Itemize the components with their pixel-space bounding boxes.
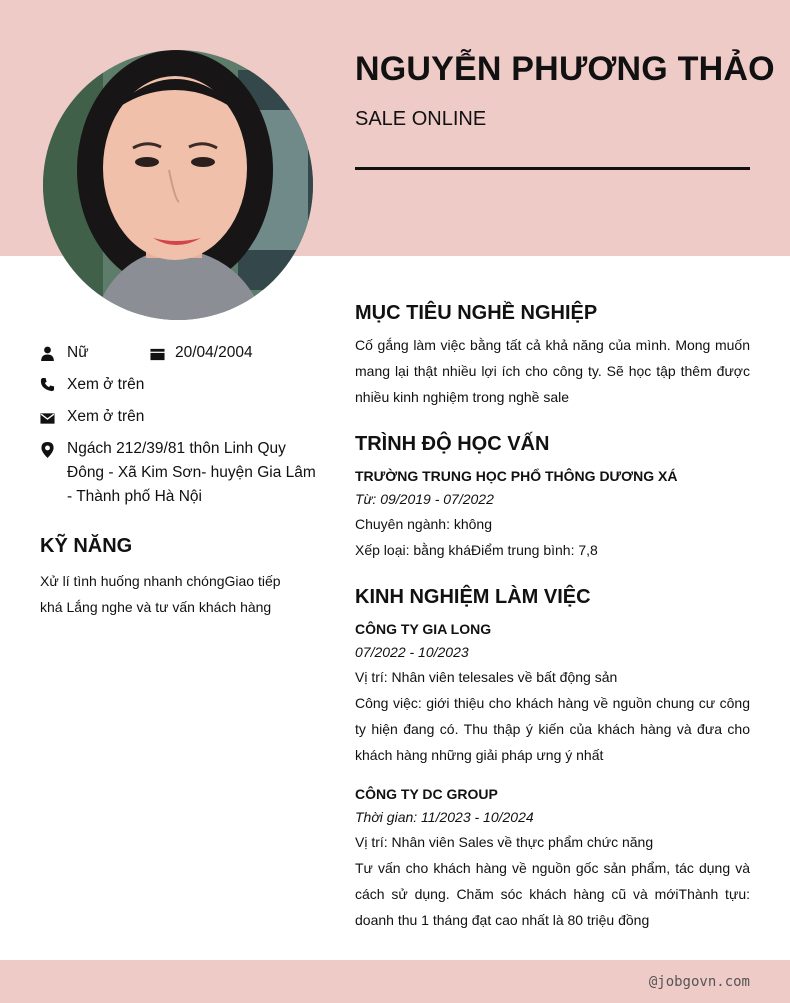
job-position: Vị trí: Nhân viên telesales về bất động sản: [355, 669, 618, 685]
gender-text: Nữ: [67, 344, 89, 361]
mail-icon: [40, 411, 55, 426]
job-period: 07/2022 - 10/2023: [355, 644, 469, 660]
profile-photo: [43, 50, 313, 320]
school-name: TRƯỜNG TRUNG HỌC PHỔ THÔNG DƯƠNG XÁ: [355, 468, 678, 484]
job-position: Vị trí: Nhân viên Sales về thực phẩm chức năng: [355, 834, 654, 850]
job-company: CÔNG TY DC GROUP: [355, 786, 498, 802]
footer-band: [0, 960, 790, 1003]
calendar-icon: [150, 347, 165, 362]
footer-watermark: @jobgovn.com: [648, 974, 750, 990]
skills-text: Xử lí tình huống nhanh chóngGiao tiếp khá Lắng nghe và tư vấn khách hàng: [40, 573, 281, 615]
job-company: CÔNG TY GIA LONG: [355, 621, 492, 637]
email-text: Xem ở trên: [67, 408, 145, 425]
objective-title: MỤC TIÊU NGHỀ NGHIỆP: [355, 302, 598, 324]
skills-title: KỸ NĂNG: [40, 535, 133, 557]
job-description: Công việc: giới thiệu cho khách hàng về nguồn chung cư công ty hiện đang có. Thu thập ý kiến của khách hàng và đưa cho khách hàng những giải pháp ưng ý nhất: [355, 695, 750, 763]
person-icon: [40, 346, 55, 361]
experience-title: KINH NGHIỆM LÀM VIỆC: [355, 586, 591, 608]
phone-text: Xem ở trên: [67, 376, 145, 393]
location-pin-icon: [40, 441, 55, 459]
candidate-role: SALE ONLINE: [355, 108, 487, 130]
phone-icon: [40, 377, 55, 392]
education-title: TRÌNH ĐỘ HỌC VẤN: [355, 433, 550, 455]
header-divider: [355, 167, 750, 170]
education-grade: Xếp loại: bằng kháĐiểm trung bình: 7,8: [355, 542, 598, 558]
dob-text: 20/04/2004: [175, 344, 253, 361]
job-description: Tư vấn cho khách hàng về nguồn gốc sản phẩm, tác dụng và cách sử dụng. Chăm sóc khách hàng cũ và mớiThành tựu: doanh thu 1 tháng đạt cao nhất là 80 triệu đồng: [355, 860, 750, 928]
job-period: Thời gian: 11/2023 - 10/2024: [355, 809, 534, 825]
candidate-name: NGUYỄN PHƯƠNG THẢO: [355, 50, 775, 88]
education-period: Từ: 09/2019 - 07/2022: [355, 491, 494, 507]
education-major: Chuyên ngành: không: [355, 516, 492, 532]
address-text: Ngách 212/39/81 thôn Linh Quy Đông - Xã Kim Sơn- huyện Gia Lâm - Thành phố Hà Nội: [67, 440, 316, 505]
objective-text: Cố gắng làm việc bằng tất cả khả năng của mình. Mong muốn mang lại thật nhiều lợi ích cho công ty. Sẽ học tập thêm được nhiều kinh nghiệm trong nghề sale: [355, 337, 750, 405]
